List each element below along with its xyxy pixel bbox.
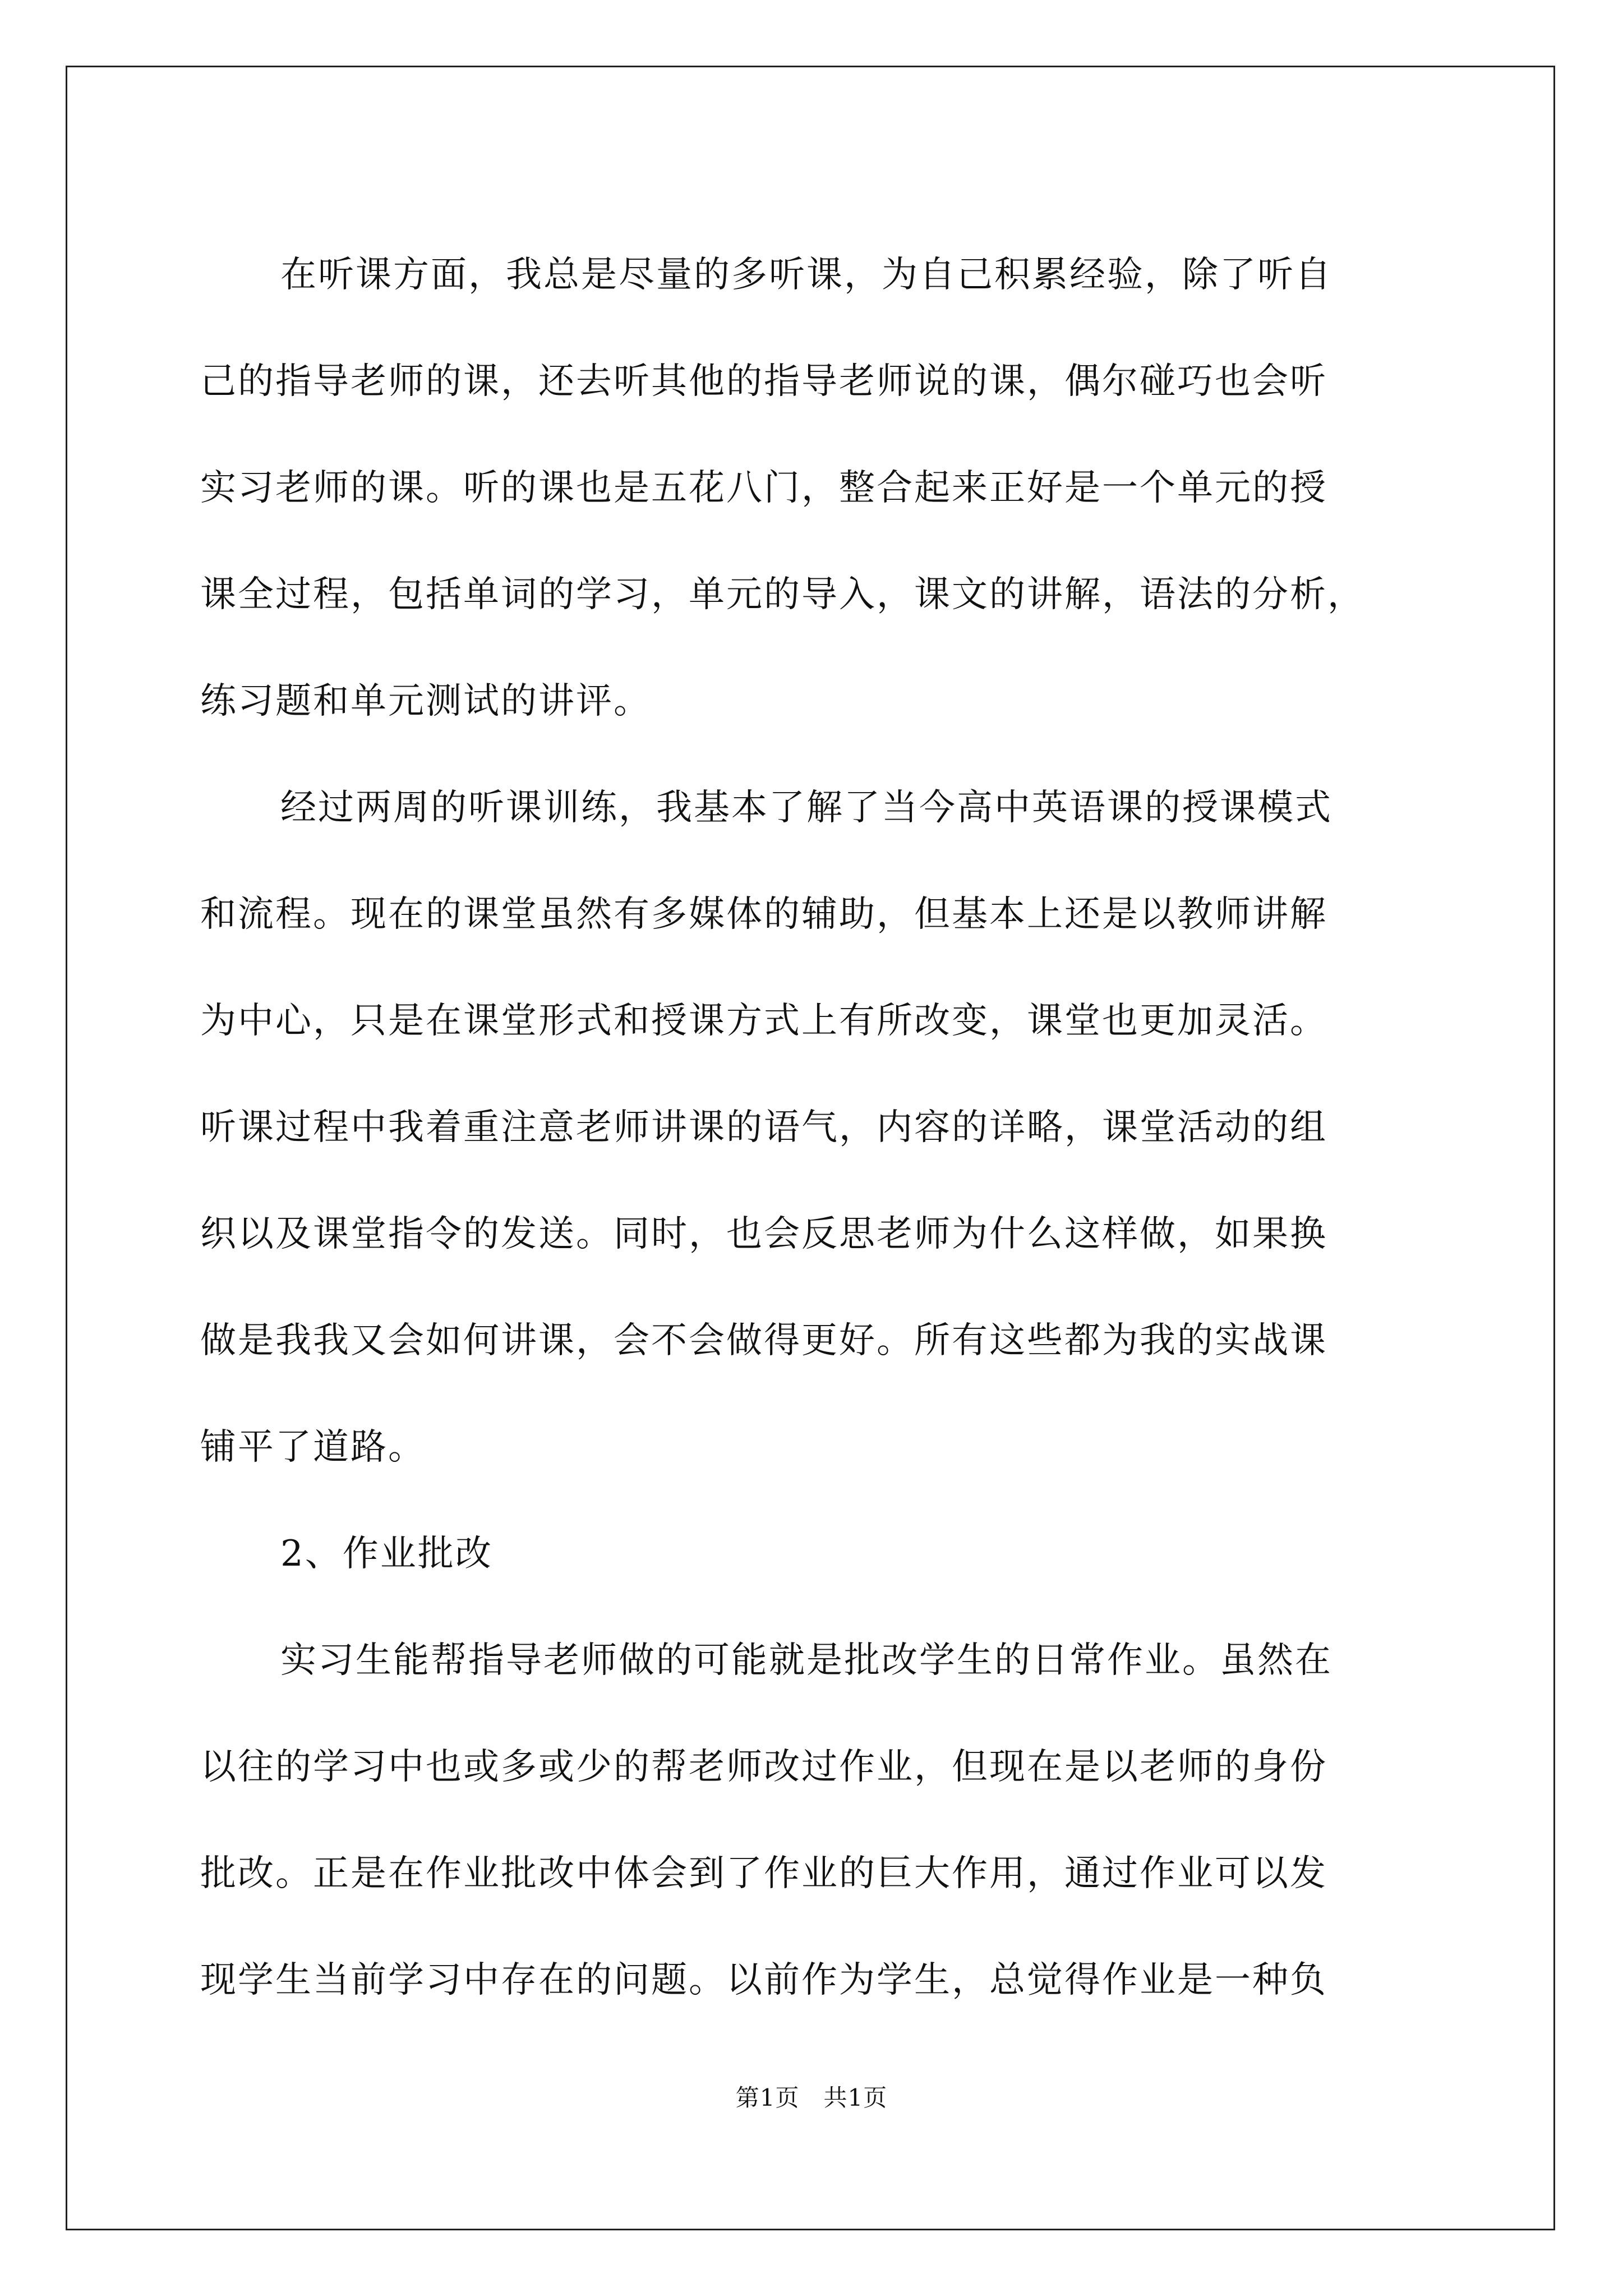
text-line: 练习题和单元测试的讲评。 (200, 680, 651, 722)
document-body (200, 222, 1434, 2033)
text-line: 实习生能帮指导老师做的可能就是批改学生的日常作业。虽然在 (280, 1640, 1332, 1681)
text-line: 以往的学习中也或多或少的帮老师改过作业，但现在是以老师的身份 (200, 1746, 1327, 1788)
page-footer: 第1页 共1页 (735, 2084, 888, 2111)
text-line: 现学生当前学习中存在的问题。以前作为学生，总觉得作业是一种负 (200, 1959, 1327, 2001)
text-line: 和流程。现在的课堂虽然有多媒体的辅助，但基本上还是以教师讲解 (200, 894, 1327, 935)
text-line: 在听课方面，我总是尽量的多听课，为自己积累经验，除了听自 (280, 254, 1332, 296)
text-line: 铺平了道路。 (200, 1427, 426, 1468)
text-line: 为中心，只是在课堂形式和授课方式上有所改变，课堂也更加灵活。 (200, 1000, 1327, 1042)
text-line: 织以及课堂指令的发送。同时，也会反思老师为什么这样做，如果换 (200, 1213, 1327, 1255)
text-line: 听课过程中我着重注意老师讲课的语气，内容的详略，课堂活动的组 (200, 1107, 1327, 1148)
text-line: 做是我我又会如何讲课，会不会做得更好。所有这些都为我的实战课 (200, 1320, 1327, 1361)
text-line: 实习老师的课。听的课也是五花八门，整合起来正好是一个单元的授 (200, 467, 1327, 509)
text-line: 己的指导老师的课，还去听其他的指导老师说的课，偶尔碰巧也会听 (200, 361, 1327, 402)
text-line: 课全过程，包括单词的学习，单元的导入，课文的讲解，语法的分析， (200, 574, 1365, 615)
section-heading: 2、作业批改 (280, 1533, 493, 1575)
text-line: 经过两周的听课训练，我基本了解了当今高中英语课的授课模式 (280, 787, 1332, 829)
text-line: 批改。正是在作业批改中体会到了作业的巨大作用，通过作业可以发 (200, 1853, 1327, 1894)
